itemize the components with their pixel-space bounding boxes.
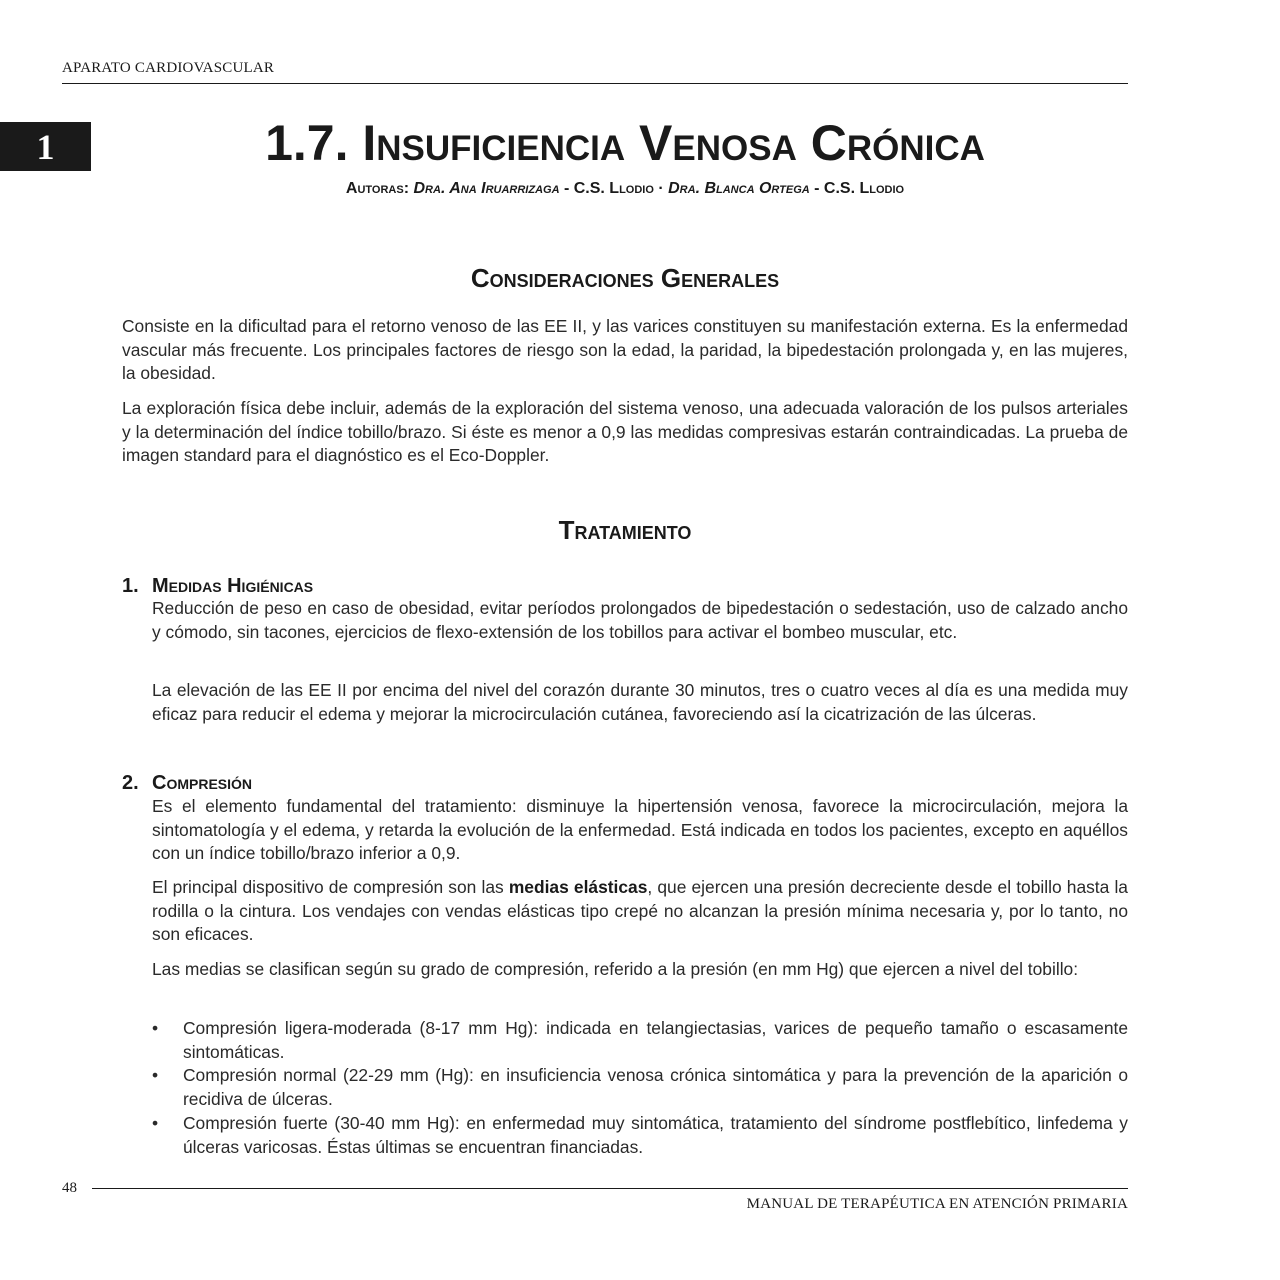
compression-list <box>152 1017 1128 1159</box>
subsection-title: Compresión <box>152 772 253 794</box>
paragraph: Reducción de peso en caso de obesidad, evitar períodos prolongados de bipedestación o sedestación, uso de calzado ancho y cómodo, sin tacones, ejercicios de flexo-extensión de los tobillos para activar el bombeo muscular, etc. <box>152 598 1128 642</box>
list-item-text: Compresión normal (22-29 mm (Hg): en insuficiencia venosa crónica sintomática y para la prevención de la aparición o recidiva de úlceras. <box>183 1065 1128 1110</box>
author-center: - C.S. Llodio <box>809 180 905 197</box>
paragraph: La exploración física debe incluir, además de la exploración del sistema venoso, una adecuada valoración de los pulsos arteriales y la determinación del índice tobillo/brazo. Si éste es menor a 0,9 las medidas compresivas estarán contraindicadas. La prueba de imagen standard para el diagnóstico es el Eco-Doppler. <box>122 398 1128 466</box>
header-rule <box>62 83 1128 84</box>
bold-term: medias elásticas <box>508 877 648 897</box>
paragraph: Las medias se clasifican según su grado de compresión, referido a la presión (en mm Hg) que ejercen a nivel del tobillo: <box>152 959 1079 979</box>
bullet-icon: • <box>152 1112 159 1133</box>
running-foot: MANUAL DE TERAPÉUTICA EN ATENCIÓN PRIMARIA <box>746 1196 1128 1212</box>
footer-rule <box>92 1188 1128 1189</box>
bullet-icon: • <box>152 1018 159 1038</box>
paragraph-text: , que ejercen una presión decreciente desde el tobillo hasta la rodilla o la cintura. Los vendajes con vendas elásticas tipo crepé no alcanzan la presión mínima necesaria y, por lo tanto, no son eficaces. <box>152 877 1128 945</box>
page-title: 1.7. Insuficiencia Venosa Crónica <box>265 115 985 171</box>
author-name: Dra. Blanca Ortega <box>668 180 810 197</box>
subsection-number: 2. <box>122 772 139 794</box>
list-item-text: Compresión fuerte (30-40 mm Hg): en enfermedad muy sintomática, tratamiento del síndrome postflebítico, linfedema y úlceras varicosas. Éstas últimas se encuentran financiadas. <box>183 1112 1128 1157</box>
paragraph-text: El principal dispositivo de compresión son las <box>152 877 509 897</box>
list-item <box>152 1064 1128 1111</box>
chapter-tab: 1 <box>0 122 91 171</box>
section-title-tratamiento: Tratamiento <box>558 515 692 545</box>
subsection-heading-compresion <box>122 770 252 796</box>
section-title-consideraciones: Consideraciones Generales <box>470 263 780 293</box>
paragraph <box>152 876 1128 947</box>
list-item-text: Compresión ligera-moderada (8-17 mm Hg): indicada en telangiectasias, varices de pequeño tamaño o escasamente sintomáticas. <box>183 1018 1128 1062</box>
page-number: 48 <box>62 1180 77 1196</box>
author-center: - C.S. Llodio · <box>559 180 669 197</box>
subsection-heading-medidas <box>122 573 313 599</box>
subsection-title: Medidas Higiénicas <box>152 575 314 597</box>
bullet-icon: • <box>152 1065 159 1086</box>
paragraph: La elevación de las EE II por encima del nivel del corazón durante 30 minutos, tres o cuatro veces al día es una medida muy eficaz para reducir el edema y mejorar la microcirculación cutánea, favoreciendo así la cicatrización de las úlceras. <box>152 680 1128 724</box>
paragraph: Es el elemento fundamental del tratamiento: disminuye la hipertensión venosa, favorece la microcirculación, mejora la sintomatología y el edema, y retarda la evolución de la enfermedad. Está indicada en todos los pacientes, excepto en aquéllos con un índice tobillo/brazo inferior a 0,9. <box>152 796 1128 864</box>
author-name: Dra. Ana Iruarrizaga <box>413 180 560 197</box>
authors-label: Autoras: <box>345 180 410 197</box>
subsection-number: 1. <box>122 575 139 597</box>
running-head: APARATO CARDIOVASCULAR <box>62 60 275 76</box>
list-item <box>152 1017 1128 1064</box>
paragraph: Consiste en la dificultad para el retorno venoso de las EE II, y las varices constituyen su manifestación externa. Es la enfermedad vascular más frecuente. Los principales factores de riesgo son la edad, la paridad, la bipedestación prolongada y, en las mujeres, la obesidad. <box>122 316 1128 384</box>
authors-line <box>0 178 1250 200</box>
list-item <box>152 1112 1128 1159</box>
